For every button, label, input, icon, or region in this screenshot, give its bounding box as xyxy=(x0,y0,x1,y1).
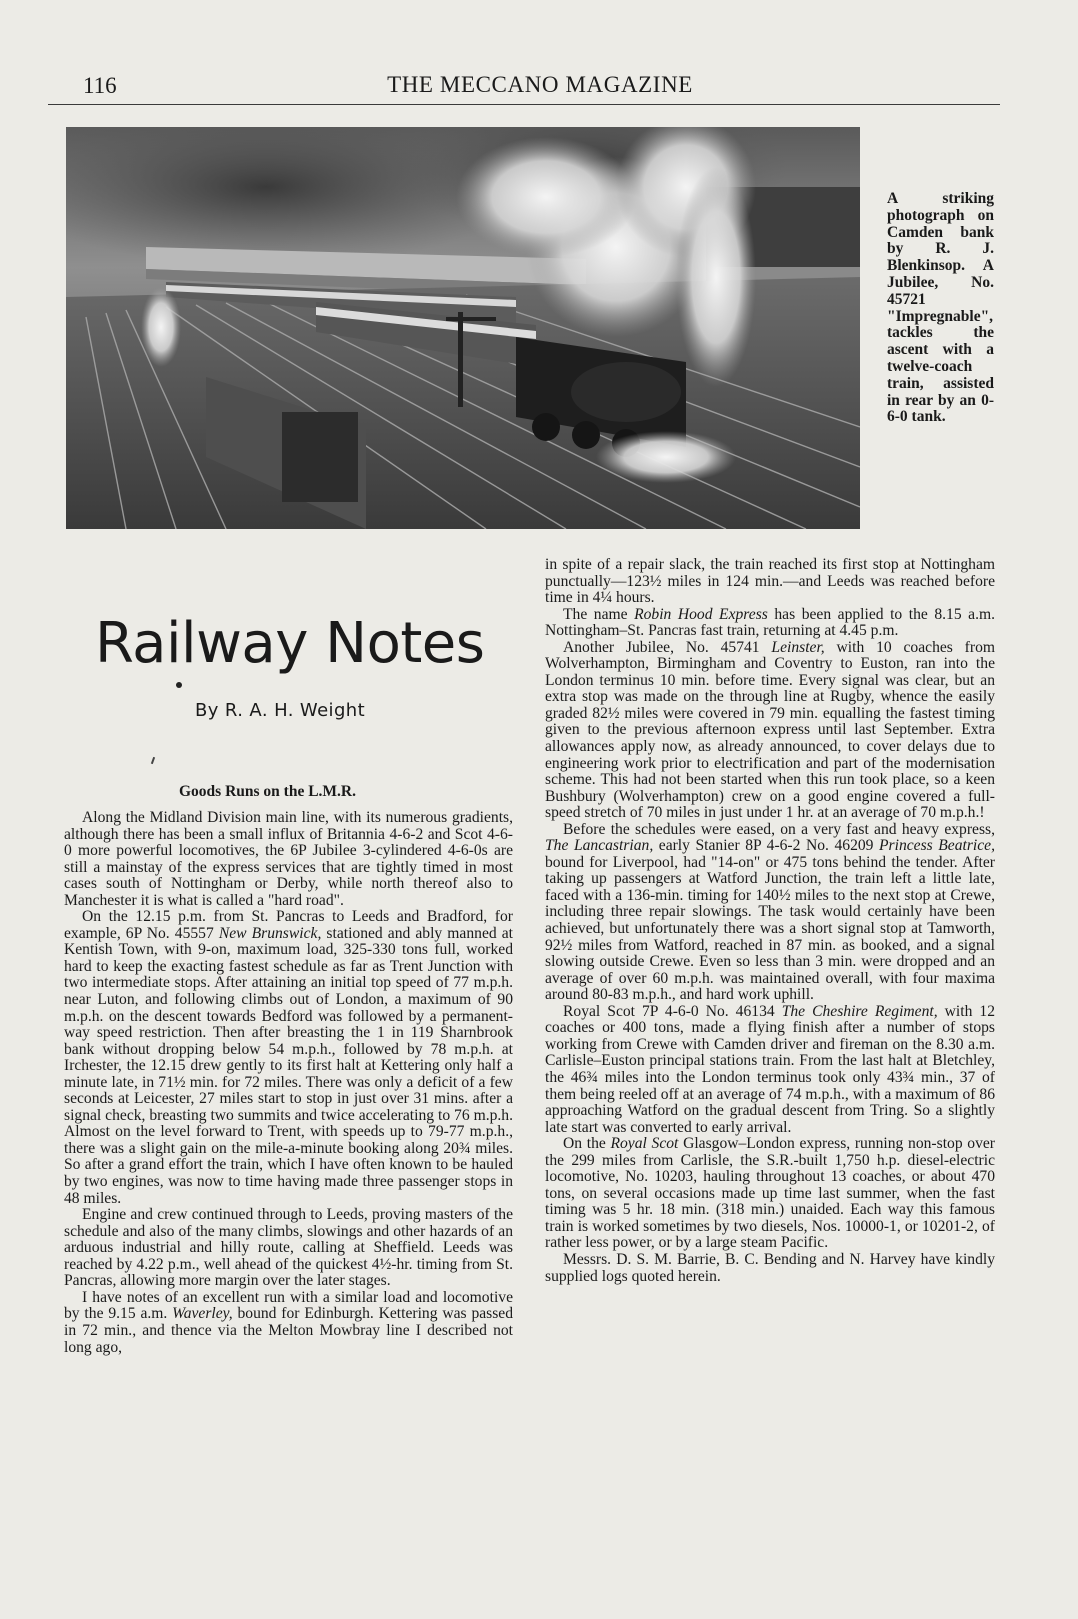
page-number: 116 xyxy=(83,73,117,98)
paragraph: On the 12.15 p.m. from St. Pancras to Leeds and Bradford, for example, 6P No. 45557 New Brunswick, stationed and ably manned at Kentish Town, with 9-on, maximum load, 325-330 tons full, worked hard to keep the exacting fastest schedule as far as Trent Junction with two intermediate stops. After attaining an initial top speed of 77 m.p.h. near Luton, and following climbs out of London, a maximum of 90 m.p.h. on the descent towards Bedford was followed by a permanent-way speed restriction. Then after breasting the 1 in 119 Sharnbrook bank without dropping below 54 m.p.h., followed by 78 m.p.h. at Irchester, the 12.15 drew gently to its first halt at Kettering only half a minute late, in 71½ min. for 72 miles. There was only a deficit of a few seconds at Leicester, 27 miles start to stop in just over 31 mins. after a signal check, breasting two summits and twice accelerating to 76 m.p.h. Almost on the level forward to Trent, with speeds up to 79-77 m.p.h., there was a slight gain on the mile-a-minute booking along 20¾ miles. So after a grand effort the train, which I have often known to be hauled by two engines, was now to time having made three passenger stops in 48 miles. xyxy=(64,908,513,1207)
paragraph: On the Royal Scot Glasgow–London express, running non-stop over the 299 miles from Carlisle, the S.R.-built 1,750 h.p. diesel-electric locomotive, No. 10203, hauling throughout 13 coaches, or about 470 tons, on several occasions made up time last summer, when the fast timing was 5 hr. 18 min. (318 min.) unaided. Each way this famous train is worked sometimes by two diesels, Nos. 10000-1, or 10201-2, of rather less power, or by a large steam Pacific. xyxy=(545,1135,996,1252)
paragraph: Engine and crew continued through to Leeds, proving masters of the schedule and also of the many climbs, slowings and other hazards of an arduous industrial and hilly route, calling at Sheffield. Leeds was reached by 4.22 p.m., well ahead of the quickest 4½-hr. timing from St. Pancras, allowing more margin over the later stages. xyxy=(64,1206,513,1290)
paragraph: Another Jubilee, No. 45741 Leinster, with 10 coaches from Wolverhampton, Birmingham and Coventry to Euston, ran into the London terminus 10 min. before time. Every signal was clear, but an extra stop was made on the through line at Rugby, whence the easily graded 82½ miles were covered in 79 min. equalling the fastest timing given to the previous afternoon express until last September. Extra allowances apply now, as already announced, to cover delays due to engineering work prior to electrification and part of the modernisation scheme. This had not been started when this run took place, so a keen Bushbury (Wolverhampton) crew on a good engine covered a full-speed stretch of 70 miles in just under 1 hr. at an average of 70 m.p.h.! xyxy=(545,638,995,822)
left-text-column xyxy=(64,810,513,1356)
article-byline: By R. A. H. Weight xyxy=(195,700,366,721)
article-title: Railway Notes xyxy=(95,611,485,676)
header-rule xyxy=(48,104,1000,105)
paragraph: Messrs. D. S. M. Barrie, B. C. Bending and N. Harvey have kindly supplied logs quoted herein. xyxy=(545,1250,995,1285)
section-subheading: Goods Runs on the L.M.R. xyxy=(179,783,356,800)
running-title: THE MECCANO MAGAZINE xyxy=(387,72,693,97)
paragraph: Before the schedules were eased, on a very fast and heavy express, The Lancastrian, early Stanier 8P 4-6-2 No. 46209 Princess Beatrice, bound for Liverpool, had "14-on" or 475 tons behind the tender. After taking up passengers at Watford Junction, the train left a little late, faced with a 136-min. timing for 140½ miles to the next stop at Crewe, including three repair slowings. The task would certainly have been achieved, but unfortunately there was a short signal stop at Tamworth, 92½ miles from Watford, reached in 87 min. as booked, and a signal slowing outside Crewe. Even so less than 3 min. were dropped and an average of over 60 m.p.h. was maintained overall, with four maxima around 80-83 m.p.h., and hard work uphill. xyxy=(545,820,995,1004)
paragraph: in spite of a repair slack, the train reached its first stop at Nottingham punctually—123½ miles in 124 min.—and Leeds was reached before time in 4¼ hours. xyxy=(545,556,995,607)
paragraph: Along the Midland Division main line, with its numerous gradients, although there has been a small influx of Britannia 4-6-2 and Scot 4-6-0 more powerful locomotives, the 6P Jubilee 3-cylindered 4-6-0s are still a mainstay of the express services that are tightly timed in most cases south of Nottingham or Derby, while north thereof also to Manchester it is what is called a "hard road". xyxy=(64,809,513,909)
paragraph: Royal Scot 7P 4-6-0 No. 46134 The Cheshire Regiment, with 12 coaches or 400 tons, made a flying finish after a number of stops working from Crewe with Camden driver and fireman on the 8.30 a.m. Carlisle–Euston principal stations train. From the last halt at Bletchley, the 46¾ miles into the London terminus took only 43¾ min., 37 of them being reeled off at an average of 74 m.p.h., with a maximum of 86 approaching Watford on the gradual descent from Tring. So a slightly late start was converted to early arrival. xyxy=(545,1002,995,1136)
paragraph: I have notes of an excellent run with a similar load and locomotive by the 9.15 a.m. Waverley, bound for Edinburgh. Kettering was passed in 72 min., and thence via the Melton Mowbray line I described not long ago, xyxy=(64,1288,514,1356)
title-ornament xyxy=(176,682,182,688)
photo-caption: A striking photograph on Camden bank by R. J. Blenkinsop. A Jubilee, No. 45721 "Impregnable", tackles the ascent with a twelve-coach train, assisted in rear by an 0-6-0 tank. xyxy=(887,190,994,426)
right-text-column xyxy=(545,557,995,1285)
steam-locomotive-photo xyxy=(66,127,860,529)
paragraph: The name Robin Hood Express has been applied to the 8.15 a.m. Nottingham–St. Pancras fast train, returning at 4.45 p.m. xyxy=(545,605,995,640)
decorative-tick xyxy=(151,757,155,764)
